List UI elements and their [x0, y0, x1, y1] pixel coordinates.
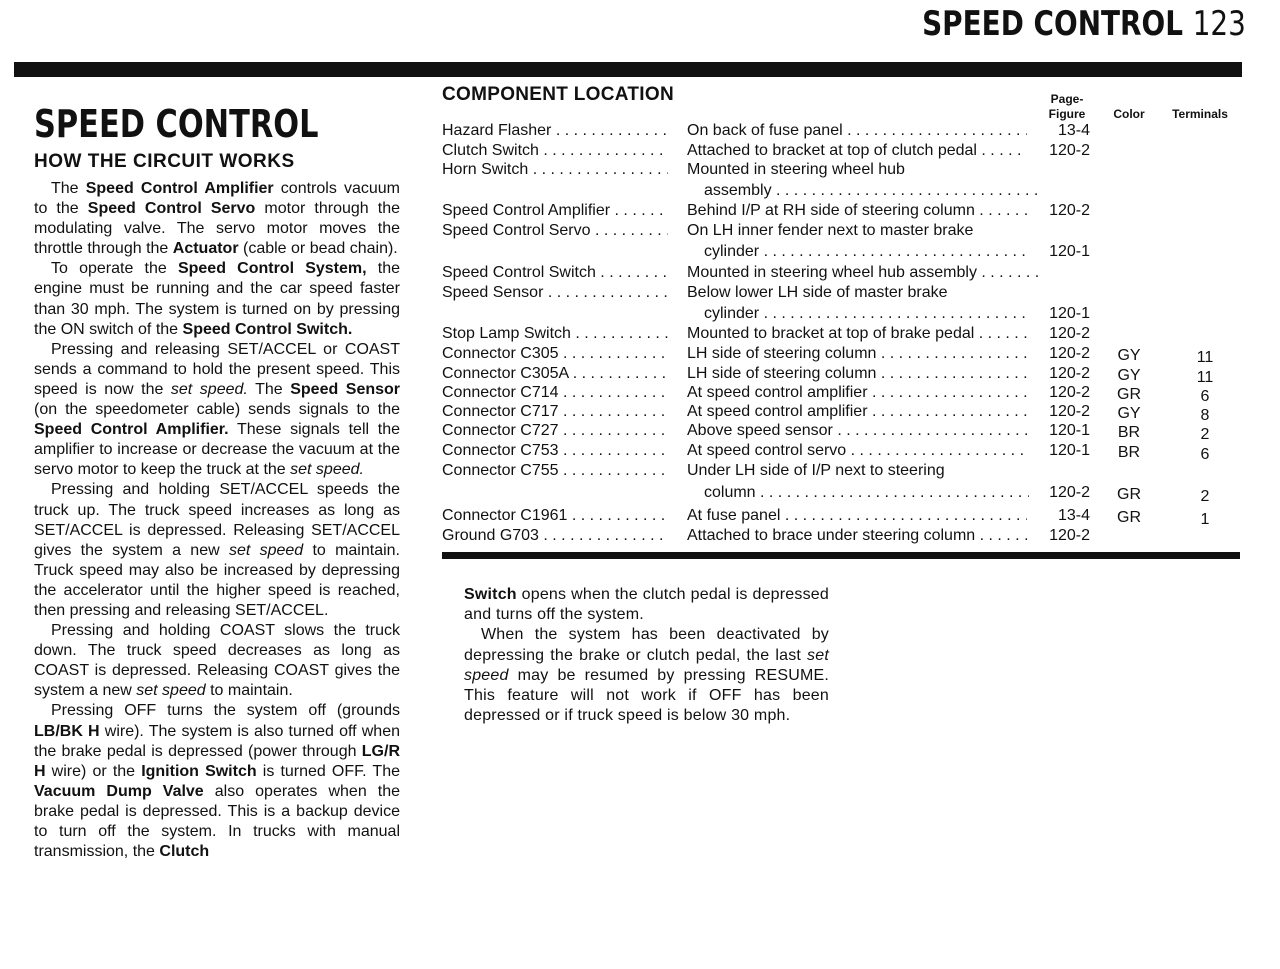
section-subtitle: HOW THE CIRCUIT WORKS	[34, 151, 295, 172]
text-run: These signals tell the amplifier to increase or decrease the vacuum at the servo motor to keep the truck at the	[34, 421, 400, 479]
wire-color: GY	[1117, 367, 1141, 384]
column-header-terminals: Terminals	[1172, 107, 1228, 121]
bold-term: Vacuum Dump Valve	[34, 782, 204, 800]
page-header	[922, 4, 1246, 44]
wire-color: GR	[1117, 486, 1141, 503]
component-name: Connector C305A . . .	[442, 365, 668, 383]
terminal-count: 11	[1196, 349, 1214, 366]
table-row	[442, 202, 1244, 222]
text-run: the engine must be running and the car speed faster than 30 mph. The system is turned on by pressing the ON switch of the	[34, 260, 400, 338]
component-location-continued: column . . .	[704, 484, 1029, 502]
paragraph	[34, 621, 400, 701]
text-run: to maintain. Truck speed may also be increased by depressing the accelerator until the higher speed is reached, then pressing and releasing SET/ACCEL.	[34, 541, 401, 619]
bold-term: Speed Control Servo	[87, 200, 256, 218]
component-name: Connector C753 . . .	[442, 442, 668, 460]
wire-color: GY	[1117, 347, 1141, 364]
left-column	[34, 102, 400, 862]
text-run: The	[51, 180, 86, 197]
text-run: wire). The system is also turned off when the brake pedal is depressed (power through	[34, 722, 400, 760]
bold-term: Ignition Switch	[141, 762, 257, 780]
terminal-count: 1	[1200, 511, 1210, 528]
paragraph	[34, 701, 400, 862]
table-row	[442, 527, 1244, 547]
component-name: Ground G703 . . .	[442, 527, 668, 545]
wire-color: BR	[1117, 444, 1141, 461]
page-figure: 120-2	[1049, 365, 1090, 382]
text-run: also operates when the brake pedal is depressed. This is a backup device to turn off the system. In trucks with manual transmission, the	[34, 782, 401, 861]
italic-term: set speed.	[170, 380, 248, 398]
text-run: opens when the clutch pedal is depressed and turns off the system.	[464, 586, 829, 624]
page-number: 123	[1192, 4, 1246, 44]
component-location: Above speed sensor . . .	[687, 422, 1027, 440]
page-figure: 120-1	[1049, 243, 1090, 260]
component-location-continued: cylinder . . .	[704, 243, 1029, 261]
bold-term: Switch	[464, 586, 517, 603]
component-name: Speed Control Servo . . .	[442, 222, 668, 240]
bold-term: LB/BK H	[34, 722, 100, 740]
page-figure: 13-4	[1057, 122, 1090, 139]
table-row	[442, 222, 1244, 260]
table-row	[442, 161, 1244, 199]
component-location: Behind I/P at RH side of steering column . . .	[687, 202, 1027, 220]
bold-term: Speed Control System,	[177, 260, 367, 278]
paragraph	[34, 179, 400, 259]
component-name: Connector C714 . . .	[442, 384, 668, 402]
page-figure: 120-2	[1049, 484, 1090, 501]
component-location-continued: cylinder . . .	[704, 305, 1029, 323]
component-location: Mounted in steering wheel hub assembly . . .	[687, 264, 1043, 282]
table-title: COMPONENT LOCATION	[442, 84, 674, 105]
table-bottom-rule	[442, 552, 1240, 559]
table-row	[442, 462, 1244, 505]
component-name: Hazard Flasher . . .	[442, 122, 668, 140]
page-figure: 13-4	[1057, 507, 1090, 524]
component-location: Under LH side of I/P next to steering	[687, 462, 945, 479]
table-row	[442, 284, 1244, 322]
page-figure: 120-1	[1049, 422, 1090, 439]
page-figure: 120-2	[1049, 403, 1090, 420]
terminal-count: 2	[1200, 426, 1210, 443]
component-name: Connector C727 . . .	[442, 422, 668, 440]
text-run: The	[247, 380, 291, 398]
text-run: Pressing OFF turns the system off (grounds	[51, 702, 400, 720]
component-name: Speed Control Amplifier . . .	[442, 202, 668, 220]
component-location: LH side of steering column . . .	[687, 345, 1027, 363]
wire-color: GR	[1117, 509, 1141, 526]
bold-term: Speed Sensor	[290, 380, 401, 398]
text-run: Pressing and holding SET/ACCEL speeds the truck up. The truck speed increases as long as SET/ACCEL is depressed. Releasing SET/ACCEL gives the system a new	[34, 481, 400, 559]
header-rule	[14, 62, 1242, 77]
text-run: to maintain.	[205, 682, 293, 700]
text-run: wire) or the	[45, 762, 142, 780]
bold-term: Clutch	[159, 843, 210, 861]
component-name: Horn Switch . . .	[442, 161, 668, 179]
table-row	[442, 442, 1244, 462]
terminal-count: 8	[1200, 407, 1210, 424]
table-row	[442, 365, 1244, 385]
component-name: Connector C1961 . . .	[442, 507, 668, 525]
table-row	[442, 122, 1244, 142]
text-run: To operate the	[51, 260, 178, 278]
component-location: On LH inner fender next to master brake	[687, 222, 974, 239]
component-location: At speed control amplifier . . .	[687, 403, 1027, 421]
text-run: Pressing and releasing SET/ACCEL or COAST sends a command to hold the present speed. This speed is now the	[34, 340, 400, 398]
italic-term: set speed	[136, 682, 206, 700]
component-name: Connector C755 . . .	[442, 462, 668, 480]
italic-term: set speed.	[290, 461, 364, 479]
page-figure: 120-2	[1049, 202, 1090, 219]
text-run: controls vacuum to the	[34, 180, 400, 218]
component-name: Speed Sensor . . .	[442, 284, 668, 302]
table-row	[442, 403, 1244, 423]
wire-color: BR	[1117, 424, 1141, 441]
component-location: Mounted in steering wheel hub	[687, 161, 905, 178]
terminal-count: 6	[1200, 446, 1210, 463]
section-title: SPEED CONTROL	[34, 102, 319, 146]
page-figure: 120-2	[1049, 384, 1090, 401]
page-figure: 120-1	[1049, 305, 1090, 322]
component-location: Attached to brace under steering column . . .	[687, 527, 1027, 545]
component-location: LH side of steering column . . .	[687, 365, 1027, 383]
header-title: SPEED CONTROL	[922, 4, 1184, 44]
header-line: Figure	[1048, 107, 1086, 121]
text-run: (on the speedometer cable) sends signals to the	[34, 401, 400, 419]
italic-term: set speed	[464, 646, 829, 684]
bold-term: Speed Control Amplifier.	[34, 421, 229, 439]
text-run: When the system has been deactivated by depressing the brake or clutch pedal, the last	[464, 626, 829, 664]
text-run: may be resumed by pressing RESUME. This feature will not work if OFF has been depressed or if truck speed is below 30 mph.	[464, 666, 829, 725]
component-name: Connector C717 . . .	[442, 403, 668, 421]
bold-term: Actuator	[172, 240, 239, 258]
text-run: is turned OFF. The	[256, 762, 400, 780]
header-line: Page-	[1050, 92, 1084, 106]
italic-term: set speed	[228, 541, 304, 559]
table-row	[442, 142, 1244, 162]
right-column-text	[464, 585, 829, 726]
component-location: At speed control amplifier . . .	[687, 384, 1027, 402]
paragraph	[34, 340, 400, 481]
table-row	[442, 384, 1244, 404]
page-figure: 120-2	[1049, 142, 1090, 159]
wire-color: GR	[1117, 386, 1141, 403]
component-location: Mounted to bracket at top of brake pedal . . .	[687, 325, 1027, 343]
terminal-count: 6	[1200, 388, 1210, 405]
bold-term: LG/R H	[34, 742, 400, 780]
component-location-continued: assembly . . .	[704, 182, 1043, 200]
paragraph	[464, 585, 829, 625]
component-name: Clutch Switch . . .	[442, 142, 668, 160]
terminal-count: 11	[1196, 369, 1214, 386]
paragraph	[464, 625, 829, 726]
table-row	[442, 345, 1244, 365]
table-row	[442, 422, 1244, 442]
table-row	[442, 507, 1244, 527]
bold-term: Speed Control Amplifier	[85, 180, 274, 197]
paragraph	[34, 480, 400, 621]
page-figure: 120-2	[1049, 527, 1090, 544]
component-location: At speed control servo . . .	[687, 442, 1027, 460]
text-run: Pressing and holding COAST slows the truck down. The truck speed decreases as long as COAST is depressed. Releasing COAST gives the system a new	[34, 622, 400, 700]
table-row	[442, 264, 1244, 284]
page-figure: 120-2	[1049, 345, 1090, 362]
component-location: At fuse panel . . .	[687, 507, 1027, 525]
text-run: motor through the modulating valve. The servo motor moves the throttle through the	[34, 200, 401, 258]
component-name: Speed Control Switch . . .	[442, 264, 668, 282]
paragraph	[34, 259, 400, 339]
component-location: On back of fuse panel . . .	[687, 122, 1027, 140]
component-name: Stop Lamp Switch . . .	[442, 325, 668, 343]
table-row	[442, 325, 1244, 345]
column-header-page-figure	[1042, 92, 1092, 122]
component-location: Attached to bracket at top of clutch pedal . . .	[687, 142, 1027, 160]
bold-term: Speed Control Switch.	[182, 320, 353, 338]
text-run: (cable or bead chain).	[238, 240, 398, 258]
column-header-color: Color	[1113, 107, 1145, 121]
wire-color: GY	[1117, 405, 1141, 422]
component-name: Connector C305 . . .	[442, 345, 668, 363]
component-location: Below lower LH side of master brake	[687, 284, 948, 301]
terminal-count: 2	[1200, 488, 1210, 505]
page-figure: 120-2	[1049, 325, 1090, 342]
page-figure: 120-1	[1049, 442, 1090, 459]
